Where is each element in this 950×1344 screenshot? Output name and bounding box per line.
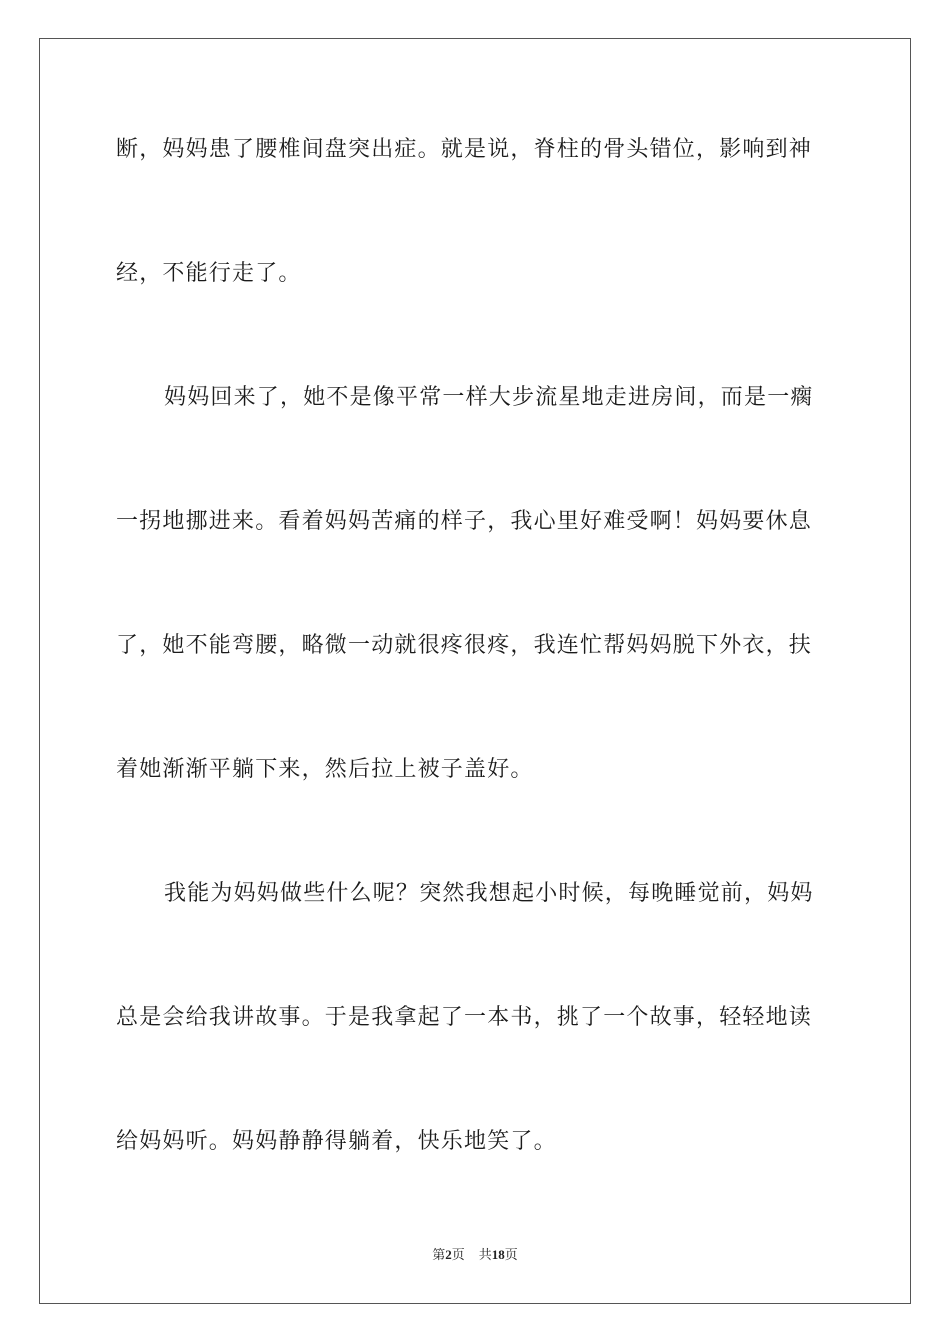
text-line: 给妈妈听。妈妈静静得躺着，快乐地笑了。 (116, 1129, 557, 1154)
page-footer (0, 1246, 950, 1264)
page-prefix: 第 (432, 1247, 446, 1262)
text-line: 了，她不能弯腰，略微一动就很疼很疼，我连忙帮妈妈脱下外衣，扶 (116, 633, 813, 658)
page-border (39, 38, 911, 1304)
total-pages: 18 (491, 1247, 505, 1262)
text-line: 着她渐渐平躺下来，然后拉上被子盖好。 (116, 757, 534, 782)
text-line: 断，妈妈患了腰椎间盘突出症。就是说，脊柱的骨头错位，影响到神 (116, 137, 813, 162)
total-suffix: 页 (504, 1247, 518, 1262)
text-line: 我能为妈妈做些什么呢？突然我想起小时候，每晚睡觉前，妈妈 (164, 881, 814, 906)
page-suffix: 页 (451, 1247, 465, 1262)
page-number: 2 (445, 1247, 452, 1262)
text-line: 妈妈回来了，她不是像平常一样大步流星地走进房间，而是一瘸 (164, 385, 814, 410)
text-line: 经，不能行走了。 (116, 261, 302, 286)
text-line: 总是会给我讲故事。于是我拿起了一本书，挑了一个故事，轻轻地读 (116, 1005, 813, 1030)
total-prefix: 共 (478, 1247, 492, 1262)
text-line: 一拐地挪进来。看着妈妈苦痛的样子，我心里好难受啊！妈妈要休息 (116, 509, 813, 534)
